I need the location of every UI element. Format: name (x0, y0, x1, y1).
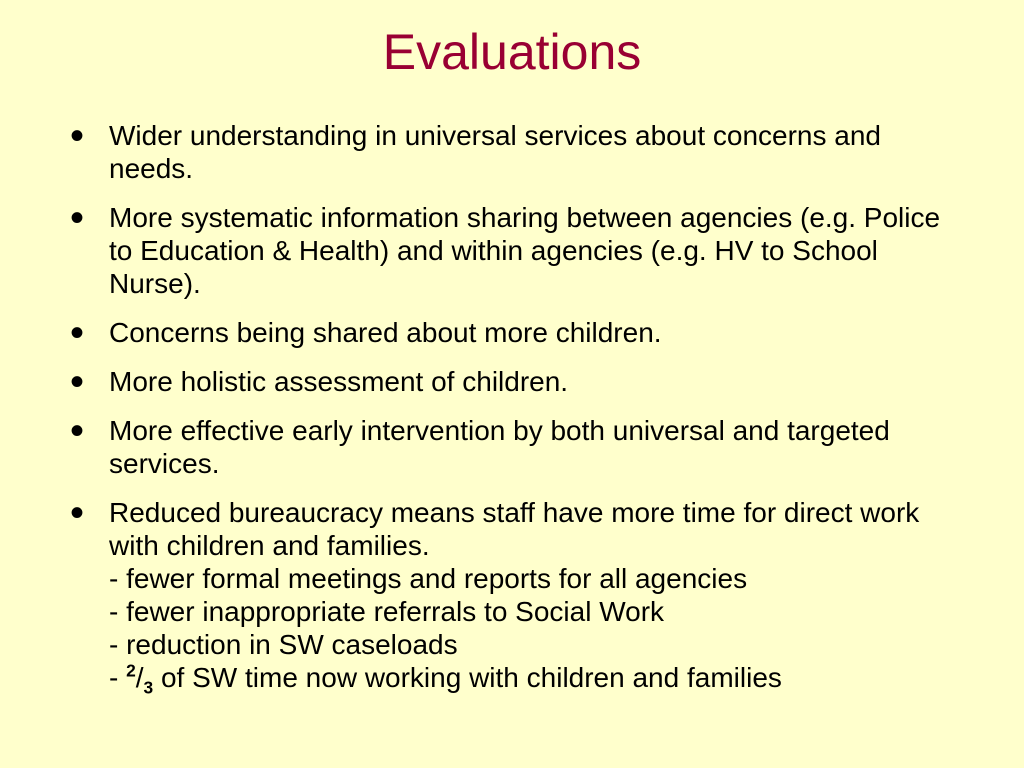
slide-title: Evaluations (382, 24, 642, 80)
fraction-slash: / (135, 662, 144, 693)
bullet-dot-icon: • (70, 409, 85, 453)
fraction-suffix: of SW time now working with children and families (153, 662, 782, 693)
bullet-item (70, 491, 970, 698)
bullet-text: More systematic information sharing between agencies (e.g. Police to Education & Health) and within agencies (e.g. HV to School Nurse). (109, 202, 941, 299)
bullet-item (70, 409, 970, 480)
fraction-denominator: 3 (143, 677, 154, 698)
bullet-item (70, 311, 970, 355)
bullet-text: More holistic assessment of children. (109, 366, 569, 397)
bullet-text: Reduced bureaucracy means staff have more time for direct work with children and families. (109, 497, 920, 561)
bullet-item (70, 114, 970, 185)
bullet-text: More effective early intervention by both universal and targeted services. (109, 415, 890, 479)
bullet-dot-icon: • (70, 491, 85, 535)
bullet-dot-icon: • (70, 360, 85, 404)
bullet-item (70, 196, 970, 300)
sub-point: - fewer inappropriate referrals to Social Work (109, 596, 665, 627)
sub-point: - fewer formal meetings and reports for all agencies (109, 563, 748, 594)
bullet-text: Wider understanding in universal services about concerns and needs. (109, 120, 881, 184)
bullet-dot-icon: • (70, 114, 85, 158)
bullet-dot-icon: • (70, 311, 85, 355)
sub-point: - reduction in SW caseloads (109, 629, 458, 660)
bullet-text: Concerns being shared about more children. (109, 317, 662, 348)
bullet-dot-icon: • (70, 196, 85, 240)
bullet-list (70, 114, 970, 710)
sub-point-fraction-line (109, 660, 970, 698)
fraction-numerator: 2 (126, 660, 136, 681)
bullet-item (70, 360, 970, 404)
fraction-prefix: - (109, 662, 127, 693)
